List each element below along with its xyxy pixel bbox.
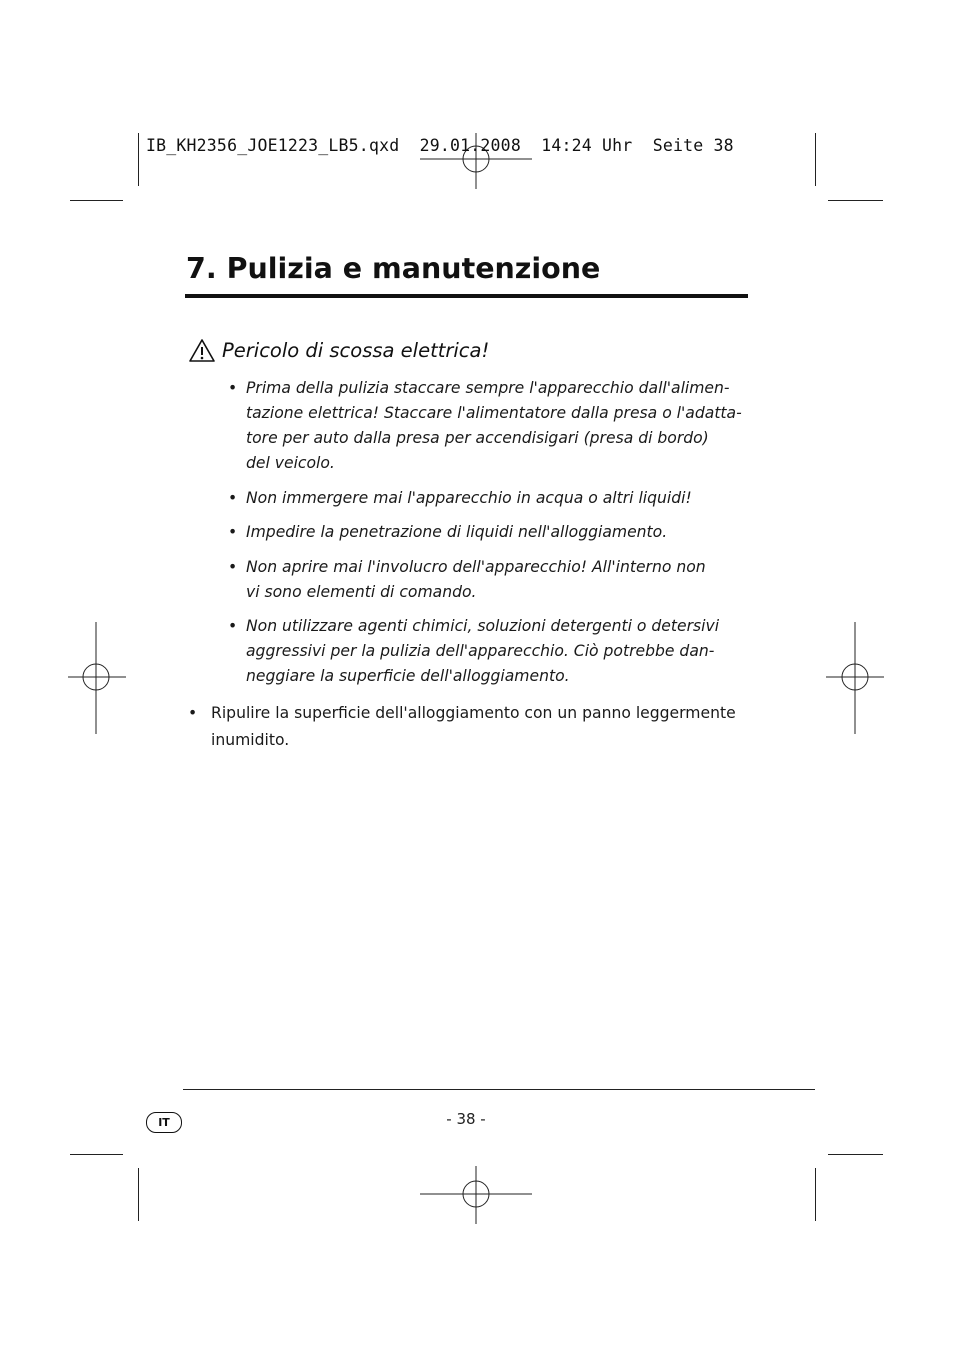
warning-triangle-icon xyxy=(188,338,216,363)
list-item-text: Impedire la penetrazione di liquidi nell'alloggiamento. xyxy=(246,523,668,541)
registration-mark-right xyxy=(826,622,884,734)
list-item-text: Non aprire mai l'involucro dell'apparecchio! All'interno non vi sono elementi di comando. xyxy=(246,557,706,601)
crop-mark xyxy=(828,200,883,201)
instruction-text: Ripulire la superficie dell'alloggiamento con un panno leggermente inumidito. xyxy=(211,704,736,749)
list-item-text: Non immergere mai l'apparecchio in acqua o altri liquidi! xyxy=(246,488,692,507)
bullet: • xyxy=(228,379,238,397)
list-item xyxy=(228,376,758,476)
crop-mark xyxy=(138,133,139,186)
crop-mark xyxy=(70,1154,123,1155)
crop-mark xyxy=(815,133,816,186)
title-underline xyxy=(185,294,748,298)
bullet: • xyxy=(228,488,238,507)
list-item xyxy=(228,520,758,545)
section-title: 7. Pulizia e manutenzione xyxy=(186,252,601,285)
bullet: • xyxy=(228,557,238,576)
instruction-item xyxy=(188,700,758,754)
warning-heading xyxy=(188,338,489,363)
bullet: • xyxy=(228,617,238,635)
list-item xyxy=(228,486,758,511)
registration-mark-left xyxy=(68,622,126,734)
footer-rule xyxy=(183,1089,815,1090)
list-item xyxy=(228,555,758,605)
bullet: • xyxy=(188,704,198,722)
list-item-text: Non utilizzare agenti chimici, soluzioni detergenti o detersivi aggressivi per la pulizia dell'apparecchio. Ciò potrebbe dan- neggiare la superficie dell'alloggiamento. xyxy=(246,617,720,685)
list-item-text: Prima della pulizia staccare sempre l'apparecchio dall'alimen- tazione elettrica! Staccare l'alimentatore dalla presa o l'adatta- tore per auto dalla presa per accendisigari (presa di bordo) del veicolo. xyxy=(246,379,742,472)
crop-mark xyxy=(138,1168,139,1221)
crop-mark xyxy=(828,1154,883,1155)
crop-mark xyxy=(70,200,123,201)
page-number: - 38 - xyxy=(446,1110,486,1128)
warning-heading-text: Pericolo di scossa elettrica! xyxy=(222,339,490,362)
language-badge: IT xyxy=(146,1112,182,1133)
crop-mark xyxy=(815,1168,816,1221)
print-slug-line: IB_KH2356_JOE1223_LB5.qxd 29.01.2008 14:24 Uhr Seite 38 xyxy=(146,136,734,155)
registration-mark-bottom xyxy=(420,1166,532,1224)
bullet: • xyxy=(228,523,238,541)
warning-list xyxy=(228,376,758,699)
list-item xyxy=(228,614,758,689)
